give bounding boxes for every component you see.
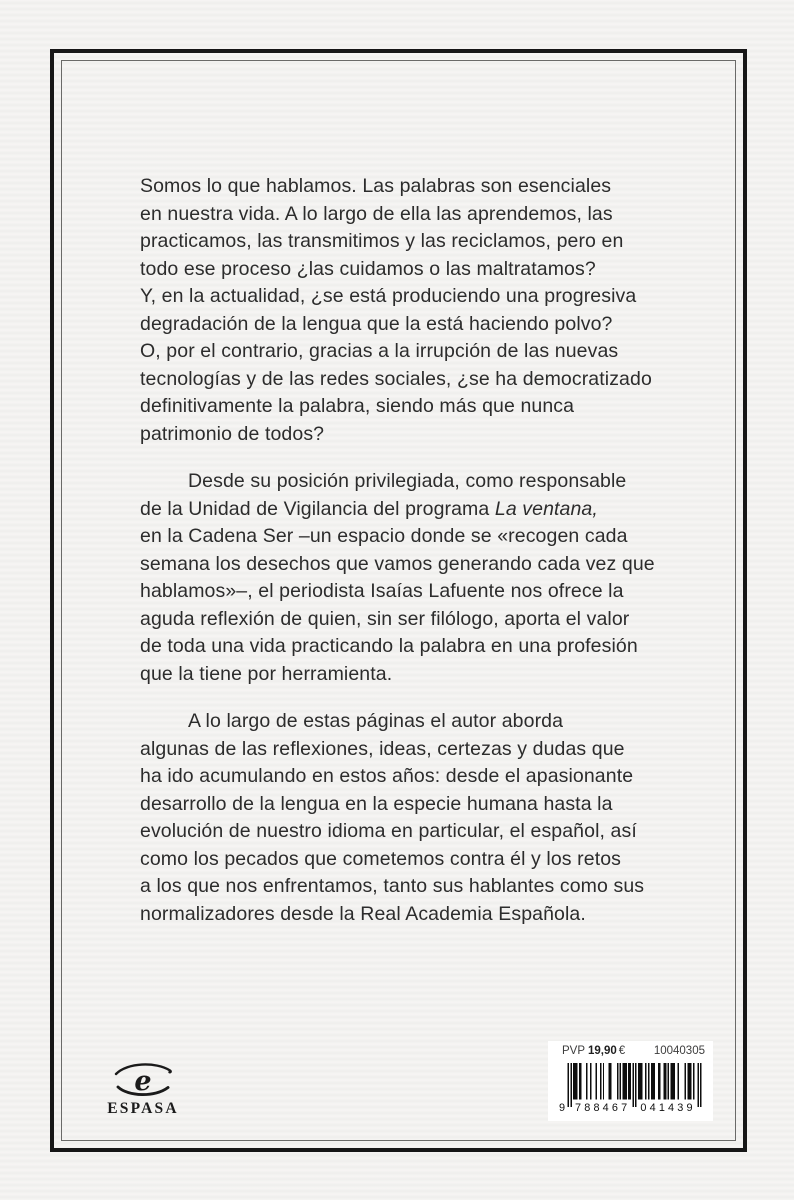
barcode-header <box>562 1045 705 1057</box>
publisher-logo <box>88 1061 198 1118</box>
price-value: 19,90 <box>588 1045 617 1057</box>
text-line: aguda reflexión de quien, sin ser filólogo, aporta el valor <box>140 607 630 630</box>
text-line: Somos lo que hablamos. Las palabras son esenciales <box>140 175 612 197</box>
text-line: Desde su posición privilegiada, como responsable <box>188 470 627 492</box>
text-line: como los pecados que cometemos contra él y los retos <box>140 847 622 870</box>
ean13-barcode <box>558 1061 702 1113</box>
text-line: algunas de las reflexiones, ideas, certezas y dudas que <box>140 737 625 760</box>
isbn-group2: 041439 <box>640 1102 693 1113</box>
paragraph <box>140 708 655 928</box>
publisher-name: ESPASA <box>107 1100 179 1117</box>
text-line: practicamos, las transmitimos y las reciclamos, pero en <box>140 230 624 252</box>
text-line: patrimonio de todos? <box>140 422 325 445</box>
text-line: evolución de nuestro idioma en particular, el español, así <box>140 820 637 842</box>
text-line: de toda una vida practicando la palabra en una profesión <box>140 635 638 657</box>
synopsis-text <box>140 173 655 928</box>
text-line: todo ese proceso ¿las cuidamos o las maltratamos? <box>140 257 596 280</box>
isbn-first-digit: 9 <box>558 1102 566 1113</box>
text-line: O, por el contrario, gracias a la irrupción de las nuevas <box>140 340 619 362</box>
text-line: semana los desechos que vamos generando cada vez que <box>140 552 655 575</box>
isbn-group1: 788467 <box>575 1102 628 1113</box>
cover-inner-frame <box>61 60 736 1141</box>
currency-symbol: € <box>618 1045 626 1057</box>
espasa-e-letter: e <box>134 1066 152 1097</box>
espasa-eye-icon <box>111 1061 175 1099</box>
paragraph <box>140 468 655 688</box>
product-code: 10040305 <box>653 1045 705 1057</box>
text-line: ha ido acumulando en estos años: desde el apasionante <box>140 765 634 787</box>
price <box>562 1045 625 1057</box>
cover-outer-frame <box>50 49 747 1152</box>
text-line: en la Cadena Ser –un espacio donde se «recogen cada <box>140 525 628 547</box>
text-line: A lo largo de estas páginas el autor aborda <box>188 710 564 732</box>
barcode-bars <box>567 1063 701 1107</box>
text-line: Y, en la actualidad, ¿se está produciendo una progresiva <box>140 285 637 307</box>
text-line: tecnologías y de las redes sociales, ¿se ha democratizado <box>140 367 652 390</box>
text-line: en nuestra vida. A lo largo de ella las aprendemos, las <box>140 202 613 225</box>
text-line: degradación de la lengua que la está haciendo polvo? <box>140 312 613 335</box>
text-line: de la Unidad de Vigilancia del programa La ventana, <box>140 497 598 520</box>
text-line: normalizadores desde la Real Academia Española. <box>140 902 586 925</box>
barcode-label <box>548 1041 713 1121</box>
text-line: desarrollo de la lengua en la especie humana hasta la <box>140 792 613 815</box>
text-line: hablamos»–, el periodista Isaías Lafuente nos ofrece la <box>140 580 624 602</box>
text-line: definitivamente la palabra, siendo más que nunca <box>140 395 575 417</box>
text-line: a los que nos enfrentamos, tanto sus hablantes como sus <box>140 875 645 897</box>
price-label: PVP <box>562 1045 586 1057</box>
paragraph <box>140 173 655 448</box>
text-line: que la tiene por herramienta. <box>140 662 393 685</box>
